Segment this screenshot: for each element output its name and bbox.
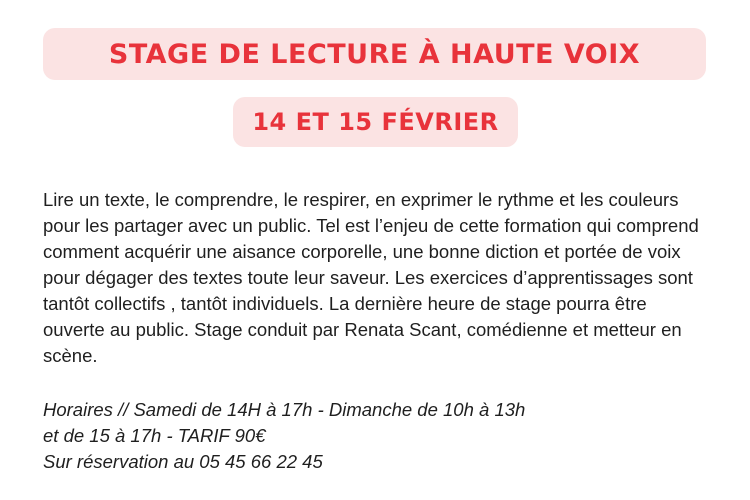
event-dates: 14 ET 15 FÉVRIER [252,108,499,136]
date-banner [233,97,518,147]
title-banner [43,28,706,80]
description-paragraph: Lire un texte, le comprendre, le respirer, en exprimer le rythme et les couleurs pour les partager avec un public. Tel est l’enjeu de cette formation qui comprend comment acquérir une aisance corporelle, une bonne diction et portée de voix pour dégager des textes toute leur saveur. Les exercices d’apprentissages sont tantôt collectifs , tantôt individuels. La dernière heure de stage pourra être ouverte au public. Stage conduit par Renata Scant, comédienne et metteur en scène. [43,189,699,366]
schedule-hours: Horaires // Samedi de 14H à 17h - Dimanche de 10h à 13h [43,399,526,420]
schedule-price: et de 15 à 17h - TARIF 90€ [43,425,266,446]
reservation-phone: Sur réservation au 05 45 66 22 45 [43,451,323,472]
schedule-block [43,397,713,475]
page-title: STAGE DE LECTURE À HAUTE VOIX [108,38,641,70]
